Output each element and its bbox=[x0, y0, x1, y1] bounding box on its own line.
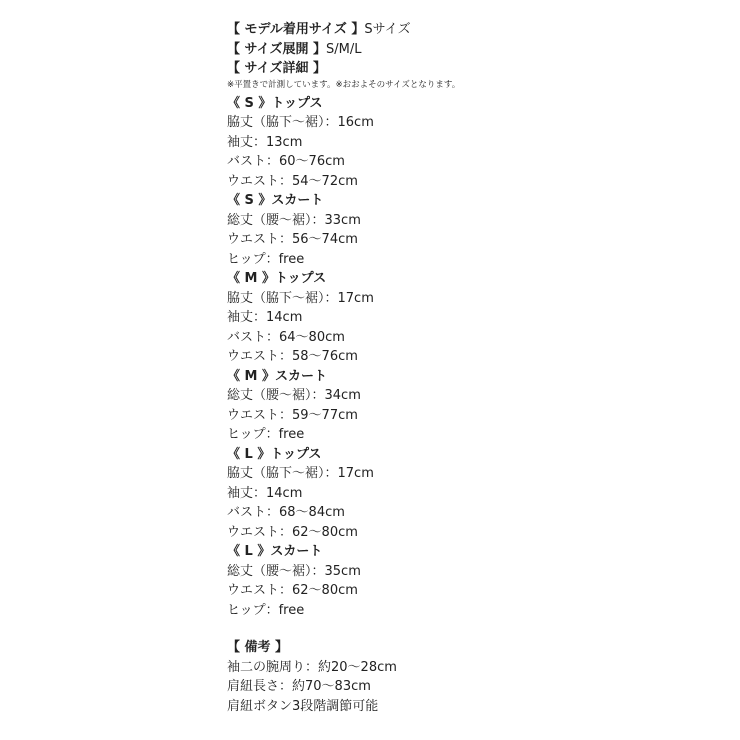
size-spec-document bbox=[227, 20, 727, 716]
model-size-label: 【 モデル着用サイズ 】 bbox=[227, 22, 365, 37]
remark-line: 肩紐ボタン3段階調節可能 bbox=[227, 698, 379, 714]
spec-line: 総丈（腰〜裾）：34cm bbox=[227, 388, 361, 403]
size-range-row bbox=[227, 40, 727, 60]
spec-line: 脇丈（脇下〜裾）：16cm bbox=[227, 115, 374, 130]
spec-line: ウエスト：62〜80cm bbox=[227, 583, 358, 598]
section-s-skirt bbox=[227, 191, 727, 269]
remarks-section bbox=[227, 638, 727, 716]
remarks-title: 【 備考 】 bbox=[227, 640, 289, 655]
remark-line: 肩紐長さ：約70〜83cm bbox=[227, 679, 371, 694]
spec-line: 脇丈（脇下〜裾）：17cm bbox=[227, 290, 374, 306]
spec-line: ヒップ：free bbox=[227, 602, 305, 618]
spec-line: 脇丈（脇下〜裾）：17cm bbox=[227, 466, 374, 481]
section-l-skirt bbox=[227, 542, 727, 620]
section-title: 《 S 》トップス bbox=[227, 95, 323, 111]
spec-line: バスト：64〜80cm bbox=[227, 329, 345, 345]
size-range-value: S/M/L bbox=[326, 41, 362, 57]
section-title: 《 M 》トップス bbox=[227, 271, 327, 286]
size-detail-row bbox=[227, 59, 727, 79]
spec-line: 袖丈：14cm bbox=[227, 485, 303, 501]
measurement-note: ※平置きで計測しています。※おおよそのサイズとなります。 bbox=[227, 79, 461, 90]
spec-line: バスト：60〜76cm bbox=[227, 154, 345, 169]
section-l-tops bbox=[227, 445, 727, 543]
model-size-value: Sサイズ bbox=[364, 22, 411, 37]
model-size-row bbox=[227, 20, 727, 40]
spec-line: 袖丈：13cm bbox=[227, 134, 303, 150]
spec-line: 袖丈：14cm bbox=[227, 310, 303, 325]
spec-line: ウエスト：54〜72cm bbox=[227, 173, 358, 189]
section-m-skirt bbox=[227, 367, 727, 445]
spec-line: 総丈（腰〜裾）：35cm bbox=[227, 563, 361, 579]
spec-line: 総丈（腰〜裾）：33cm bbox=[227, 212, 361, 228]
section-title: 《 L 》スカート bbox=[227, 544, 323, 559]
remark-line: 袖二の腕周り：約20〜28cm bbox=[227, 659, 397, 675]
spec-line: ウエスト：59〜77cm bbox=[227, 407, 358, 423]
section-title: 《 L 》トップス bbox=[227, 446, 322, 462]
spec-line: ヒップ：free bbox=[227, 251, 305, 267]
section-spacer bbox=[227, 620, 727, 638]
spec-line: バスト：68〜84cm bbox=[227, 505, 345, 520]
size-detail-label: 【 サイズ詳細 】 bbox=[227, 61, 327, 76]
size-range-label: 【 サイズ展開 】 bbox=[227, 41, 327, 57]
section-title: 《 S 》スカート bbox=[227, 193, 324, 208]
spec-line: ウエスト：56〜74cm bbox=[227, 232, 358, 247]
spec-line: ヒップ：free bbox=[227, 427, 305, 442]
section-title: 《 M 》スカート bbox=[227, 368, 327, 384]
section-m-tops bbox=[227, 269, 727, 367]
spec-line: ウエスト：62〜80cm bbox=[227, 524, 358, 540]
spec-line: ウエスト：58〜76cm bbox=[227, 349, 358, 364]
section-s-tops bbox=[227, 94, 727, 192]
